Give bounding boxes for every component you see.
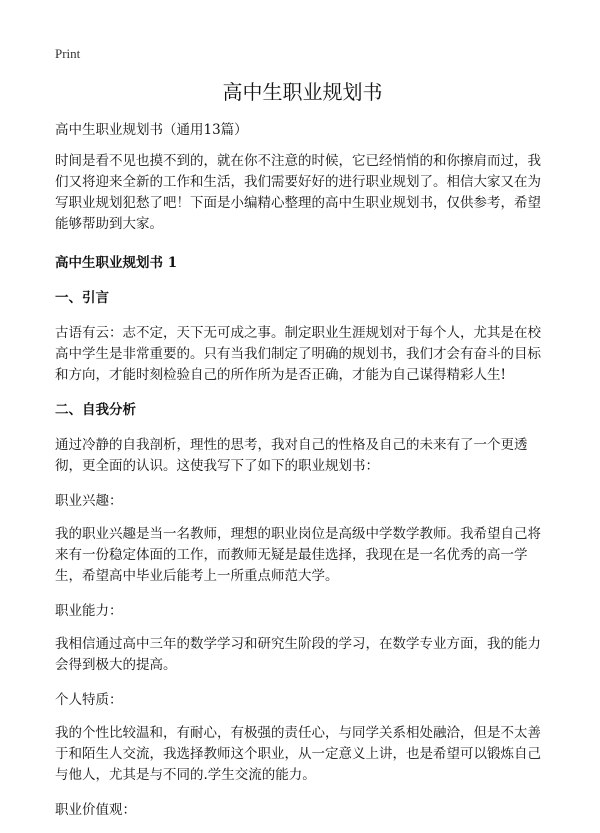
self-analysis-paragraph: 通过冷静的自我剖析，理性的思考，我对自己的性格及自己的未来有了一个更透彻，更全面的认识。这使我写下了如下的职业规划书： <box>55 437 528 474</box>
career-interest-paragraph: 我的职业兴趣是当一名教师，理想的职业岗位是高级中学数学教师。我希望自己将来有一份稳定体面的工作，而教师无疑是最佳选择，我现在是一名优秀的高一学生，希望高中毕业后能考上一所重点师范大学。 <box>55 526 541 584</box>
print-link[interactable]: Print <box>55 46 81 61</box>
personal-traits-label: 个人特质： <box>55 692 123 708</box>
section-heading-self-analysis: 二、自我分析 <box>55 402 136 418</box>
career-ability-label: 职业能力： <box>55 603 123 619</box>
personal-traits-paragraph: 我的个性比较温和，有耐心，有极强的责任心，与同学关系相处融洽，但是不太善于和陌生人交流，我选择教师这个职业，从一定意义上讲，也是希望可以锻炼自己与他人，尤其是与不同的.学生交流的能力。 <box>55 725 541 783</box>
page-title: 高中生职业规划书 <box>222 80 383 104</box>
career-ability-paragraph: 我相信通过高中三年的数学学习和研究生阶段的学习，在数学专业方面，我的能力会得到极大的提高。 <box>55 636 541 673</box>
section-heading-introduction: 一、引言 <box>55 290 109 306</box>
introduction-paragraph: 古语有云：志不定，天下无可成之事。制定职业生涯规划对于每个人，尤其是在校高中学生是非常重要的。只有当我们制定了明确的规划书，我们才会有奋斗的目标和方向，才能时刻检验自己的所作所为是否正确，才能为自己谋得精彩人生! <box>55 325 541 383</box>
article-heading: 高中生职业规划书 1 <box>55 255 178 271</box>
document-subtitle: 高中生职业规划书（通用13篇） <box>55 122 248 138</box>
career-values-label: 职业价值观： <box>55 802 136 818</box>
document-body <box>55 120 550 833</box>
intro-paragraph: 时间是看不见也摸不到的，就在你不注意的时候，它已经悄悄的和你擦肩而过，我们又将迎来全新的工作和生活，我们需要好好的进行职业规划了。相信大家又在为写职业规划犯愁了吧！下面是小编精心整理的高中生职业规划书，仅供参考，希望能够帮助到大家。 <box>55 153 541 232</box>
career-interest-label: 职业兴趣： <box>55 493 123 509</box>
